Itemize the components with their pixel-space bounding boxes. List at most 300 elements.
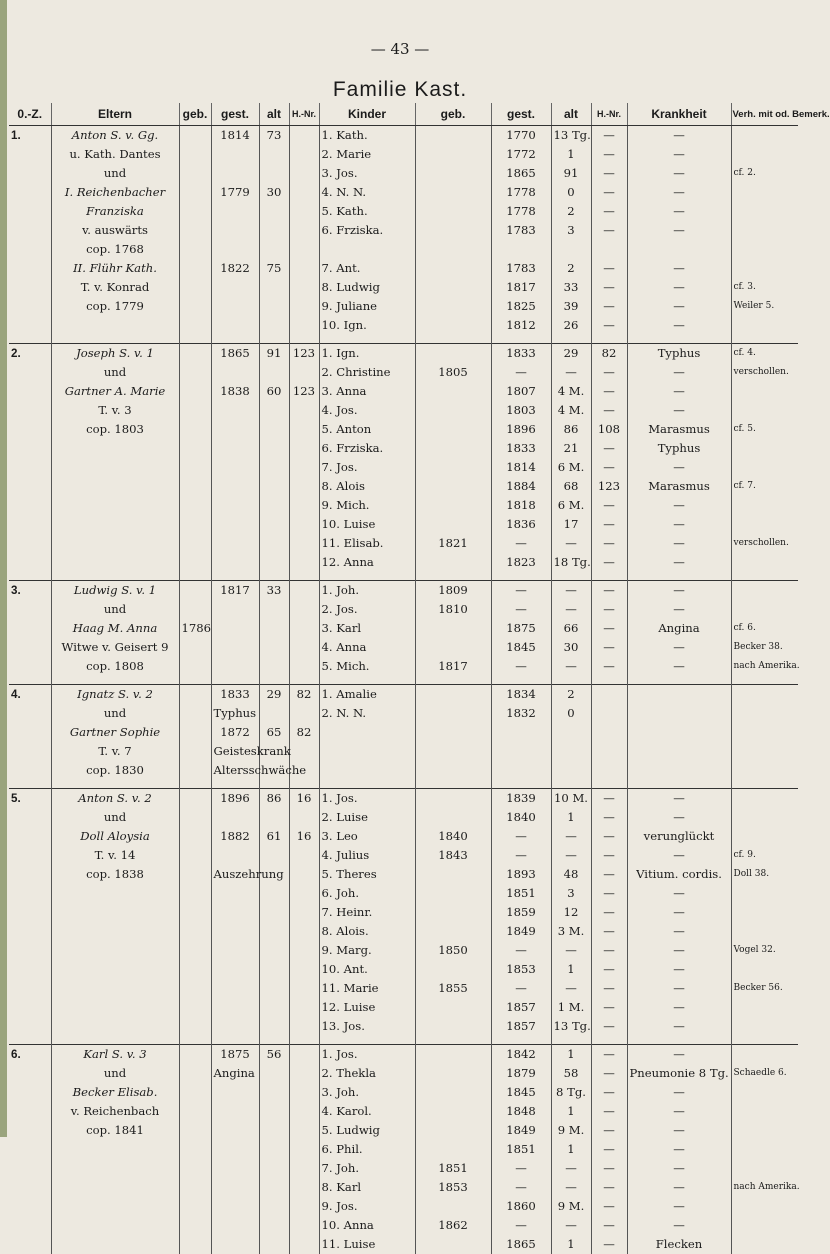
cell-hnr xyxy=(289,278,319,297)
cell-bemerkung xyxy=(731,259,798,278)
table-row xyxy=(9,382,798,401)
cell-bemerkung xyxy=(731,600,798,619)
cell-alt xyxy=(259,704,289,723)
table-row xyxy=(9,846,798,865)
group-spacer xyxy=(9,780,798,789)
cell-bemerkung: Vogel 32. xyxy=(731,941,798,960)
cell-kind-gest: 1896 xyxy=(491,420,551,439)
cell-eltern: v. auswärts xyxy=(51,221,179,240)
cell-kind-alt: 48 xyxy=(551,865,591,884)
cell-krankheit: — xyxy=(627,496,731,515)
cell-kind-hnr: — xyxy=(591,922,627,941)
cell-hnr xyxy=(289,865,319,884)
spacer-cell xyxy=(731,1036,798,1045)
spacer-cell xyxy=(551,1036,591,1045)
cell-oz xyxy=(9,761,51,780)
cell-kind-hnr: — xyxy=(591,1045,627,1065)
cell-kind-geb xyxy=(415,1140,491,1159)
cell-kind-alt: 0 xyxy=(551,704,591,723)
spacer-cell xyxy=(491,335,551,344)
cell-kind-gest: 1857 xyxy=(491,998,551,1017)
cell-gest: 1779 xyxy=(211,183,259,202)
cell-kind: 10. Luise xyxy=(319,515,415,534)
cell-krankheit: — xyxy=(627,316,731,335)
cell-krankheit: Flecken xyxy=(627,1235,731,1254)
cell-gest xyxy=(211,941,259,960)
cell-bemerkung xyxy=(731,553,798,572)
spacer-cell xyxy=(51,572,179,581)
cell-kind: 1. Jos. xyxy=(319,789,415,809)
cell-geb xyxy=(179,1121,211,1140)
cell-kind-alt: 3 M. xyxy=(551,922,591,941)
cell-kind-alt: 26 xyxy=(551,316,591,335)
spacer-cell xyxy=(179,572,211,581)
cell-kind: 11. Elisab. xyxy=(319,534,415,553)
cell-alt xyxy=(259,1235,289,1254)
cell-eltern: Haag M. Anna xyxy=(51,619,179,638)
cell-kind-geb xyxy=(415,742,491,761)
cell-bemerkung: cf. 6. xyxy=(731,619,798,638)
header-kinder-gest: gest. xyxy=(491,103,551,126)
cell-alt xyxy=(259,496,289,515)
cell-kind-gest: 1832 xyxy=(491,704,551,723)
cell-kind-hnr: — xyxy=(591,808,627,827)
cell-oz xyxy=(9,316,51,335)
table-row xyxy=(9,363,798,382)
cell-kind-hnr: — xyxy=(591,1121,627,1140)
cell-hnr xyxy=(289,221,319,240)
cell-kind-alt: 1 M. xyxy=(551,998,591,1017)
table-row xyxy=(9,221,798,240)
cell-gest xyxy=(211,240,259,259)
cell-kind-geb xyxy=(415,638,491,657)
cell-kind-hnr: — xyxy=(591,278,627,297)
cell-krankheit: — xyxy=(627,960,731,979)
cell-kind: 6. Joh. xyxy=(319,884,415,903)
cell-krankheit: — xyxy=(627,515,731,534)
cell-kind-geb xyxy=(415,1064,491,1083)
table-row xyxy=(9,922,798,941)
cell-kind-alt: 18 Tg. xyxy=(551,553,591,572)
header-row xyxy=(9,103,798,126)
cell-gest xyxy=(211,846,259,865)
cell-krankheit: — xyxy=(627,884,731,903)
cell-kind-gest: 1778 xyxy=(491,183,551,202)
table-row xyxy=(9,1140,798,1159)
cell-kind-gest: — xyxy=(491,941,551,960)
cell-eltern: u. Kath. Dantes xyxy=(51,145,179,164)
cell-gest: Geisteskrank xyxy=(211,742,259,761)
cell-kind-alt: 1 xyxy=(551,145,591,164)
cell-kind-gest: 1842 xyxy=(491,1045,551,1065)
cell-oz xyxy=(9,846,51,865)
cell-geb xyxy=(179,534,211,553)
cell-kind-alt: 1 xyxy=(551,1140,591,1159)
cell-alt: 75 xyxy=(259,259,289,278)
cell-kind-geb xyxy=(415,316,491,335)
cell-gest xyxy=(211,600,259,619)
cell-alt xyxy=(259,553,289,572)
cell-alt xyxy=(259,922,289,941)
table-row xyxy=(9,1064,798,1083)
cell-kind-geb xyxy=(415,685,491,705)
cell-oz xyxy=(9,145,51,164)
cell-alt: 61 xyxy=(259,827,289,846)
spacer-cell xyxy=(319,780,415,789)
cell-eltern xyxy=(51,1235,179,1254)
cell-oz: 5. xyxy=(9,789,51,809)
table-row xyxy=(9,619,798,638)
cell-hnr xyxy=(289,439,319,458)
cell-geb xyxy=(179,183,211,202)
table-row xyxy=(9,685,798,705)
spacer-cell xyxy=(627,1036,731,1045)
cell-bemerkung xyxy=(731,1102,798,1121)
cell-kind-hnr: — xyxy=(591,382,627,401)
cell-bemerkung xyxy=(731,515,798,534)
cell-kind: 5. Theres xyxy=(319,865,415,884)
cell-kind-hnr: — xyxy=(591,1178,627,1197)
cell-kind-gest xyxy=(491,761,551,780)
cell-gest xyxy=(211,145,259,164)
cell-krankheit: — xyxy=(627,164,731,183)
cell-kind-hnr: 82 xyxy=(591,344,627,364)
cell-kind-hnr: — xyxy=(591,1216,627,1235)
cell-oz xyxy=(9,998,51,1017)
cell-geb xyxy=(179,742,211,761)
table-row xyxy=(9,1235,798,1254)
cell-gest xyxy=(211,164,259,183)
table-row xyxy=(9,742,798,761)
cell-eltern: Anton S. v. 2 xyxy=(51,789,179,809)
cell-kind: 2. Christine xyxy=(319,363,415,382)
cell-geb xyxy=(179,1159,211,1178)
header-kinder-alt: alt xyxy=(551,103,591,126)
table-row xyxy=(9,960,798,979)
cell-krankheit: — xyxy=(627,1045,731,1065)
cell-kind-alt: 3 xyxy=(551,884,591,903)
cell-oz xyxy=(9,1083,51,1102)
cell-krankheit: — xyxy=(627,1140,731,1159)
cell-alt xyxy=(259,240,289,259)
cell-hnr: 82 xyxy=(289,685,319,705)
cell-kind-gest: 1893 xyxy=(491,865,551,884)
cell-hnr xyxy=(289,1064,319,1083)
cell-kind-gest: 1840 xyxy=(491,808,551,827)
cell-hnr xyxy=(289,922,319,941)
cell-geb xyxy=(179,1064,211,1083)
cell-kind: 9. Mich. xyxy=(319,496,415,515)
cell-oz xyxy=(9,704,51,723)
spacer-cell xyxy=(259,780,289,789)
table-row xyxy=(9,183,798,202)
cell-eltern: Gartner A. Marie xyxy=(51,382,179,401)
cell-hnr xyxy=(289,1197,319,1216)
cell-kind: 8. Karl xyxy=(319,1178,415,1197)
cell-alt xyxy=(259,808,289,827)
cell-kind-gest: 1783 xyxy=(491,221,551,240)
cell-alt xyxy=(259,477,289,496)
cell-kind xyxy=(319,761,415,780)
cell-kind-alt: 2 xyxy=(551,259,591,278)
cell-kind-hnr: — xyxy=(591,363,627,382)
cell-kind: 5. Kath. xyxy=(319,202,415,221)
cell-kind-gest: 1857 xyxy=(491,1017,551,1036)
cell-krankheit: — xyxy=(627,126,731,146)
cell-oz xyxy=(9,1216,51,1235)
cell-geb: 1786 xyxy=(179,619,211,638)
cell-kind-hnr: — xyxy=(591,960,627,979)
cell-kind-hnr: — xyxy=(591,1197,627,1216)
cell-eltern: Anton S. v. Gg. xyxy=(51,126,179,146)
spacer-cell xyxy=(491,780,551,789)
cell-kind-alt: 1 xyxy=(551,1102,591,1121)
table-row xyxy=(9,808,798,827)
cell-krankheit: — xyxy=(627,1216,731,1235)
spacer-cell xyxy=(289,335,319,344)
cell-bemerkung xyxy=(731,1121,798,1140)
cell-bemerkung xyxy=(731,1197,798,1216)
table-row xyxy=(9,1159,798,1178)
spacer-cell xyxy=(179,1036,211,1045)
group-spacer xyxy=(9,676,798,685)
table-row xyxy=(9,515,798,534)
header-bemerkung: Verh. mit od. Bemerk. xyxy=(731,103,798,126)
cell-hnr xyxy=(289,477,319,496)
cell-oz xyxy=(9,808,51,827)
cell-kind-alt: 29 xyxy=(551,344,591,364)
cell-kind-hnr: — xyxy=(591,439,627,458)
cell-geb xyxy=(179,240,211,259)
cell-kind-geb: 1850 xyxy=(415,941,491,960)
cell-bemerkung: cf. 7. xyxy=(731,477,798,496)
cell-kind-gest: — xyxy=(491,363,551,382)
cell-alt xyxy=(259,600,289,619)
cell-kind-geb xyxy=(415,704,491,723)
cell-oz xyxy=(9,742,51,761)
cell-alt xyxy=(259,297,289,316)
spacer-cell xyxy=(319,1036,415,1045)
cell-eltern xyxy=(51,1216,179,1235)
cell-eltern: cop. 1838 xyxy=(51,865,179,884)
cell-kind-hnr: — xyxy=(591,638,627,657)
cell-oz xyxy=(9,638,51,657)
cell-eltern xyxy=(51,496,179,515)
cell-kind: 2. Luise xyxy=(319,808,415,827)
cell-bemerkung: verschollen. xyxy=(731,534,798,553)
cell-kind-geb xyxy=(415,1017,491,1036)
cell-alt xyxy=(259,534,289,553)
cell-kind-alt: 58 xyxy=(551,1064,591,1083)
cell-kind: 7. Ant. xyxy=(319,259,415,278)
cell-eltern: Ignatz S. v. 2 xyxy=(51,685,179,705)
cell-kind: 4. Karol. xyxy=(319,1102,415,1121)
cell-kind-geb xyxy=(415,202,491,221)
cell-kind-gest: 1839 xyxy=(491,789,551,809)
cell-kind-geb xyxy=(415,126,491,146)
cell-alt xyxy=(259,164,289,183)
cell-geb xyxy=(179,515,211,534)
cell-kind-hnr: 108 xyxy=(591,420,627,439)
cell-kind: 2. N. N. xyxy=(319,704,415,723)
cell-geb xyxy=(179,865,211,884)
cell-bemerkung xyxy=(731,240,798,259)
cell-kind-hnr xyxy=(591,685,627,705)
table-row xyxy=(9,998,798,1017)
cell-geb xyxy=(179,761,211,780)
cell-hnr xyxy=(289,1121,319,1140)
cell-kind-gest: — xyxy=(491,1178,551,1197)
cell-gest: Angina xyxy=(211,1064,259,1083)
cell-kind-hnr: — xyxy=(591,515,627,534)
cell-oz xyxy=(9,1064,51,1083)
cell-kind-geb: 1817 xyxy=(415,657,491,676)
cell-hnr xyxy=(289,126,319,146)
cell-kind-alt: 39 xyxy=(551,297,591,316)
cell-hnr xyxy=(289,553,319,572)
cell-hnr xyxy=(289,1140,319,1159)
table-row xyxy=(9,1045,798,1065)
table-row xyxy=(9,458,798,477)
table-row xyxy=(9,1197,798,1216)
table-row xyxy=(9,600,798,619)
cell-krankheit: — xyxy=(627,657,731,676)
cell-gest: Auszehrung xyxy=(211,865,259,884)
cell-hnr: 82 xyxy=(289,723,319,742)
spacer-cell xyxy=(415,676,491,685)
spacer-cell xyxy=(551,335,591,344)
table-row xyxy=(9,884,798,903)
spacer-cell xyxy=(289,1036,319,1045)
cell-hnr xyxy=(289,846,319,865)
table-row xyxy=(9,164,798,183)
cell-krankheit: — xyxy=(627,1017,731,1036)
cell-kind-hnr: — xyxy=(591,1064,627,1083)
cell-krankheit: Typhus xyxy=(627,344,731,364)
cell-oz xyxy=(9,382,51,401)
cell-hnr xyxy=(289,581,319,601)
cell-alt xyxy=(259,316,289,335)
cell-eltern: Franziska xyxy=(51,202,179,221)
table-row xyxy=(9,126,798,146)
cell-alt: 65 xyxy=(259,723,289,742)
cell-kind-hnr: — xyxy=(591,259,627,278)
cell-oz xyxy=(9,1235,51,1254)
cell-kind-geb xyxy=(415,515,491,534)
cell-eltern xyxy=(51,1140,179,1159)
cell-bemerkung xyxy=(731,1216,798,1235)
cell-kind-geb xyxy=(415,477,491,496)
cell-kind-alt: 13 Tg. xyxy=(551,1017,591,1036)
cell-kind-gest: 1851 xyxy=(491,1140,551,1159)
cell-kind-geb xyxy=(415,865,491,884)
table-row xyxy=(9,903,798,922)
cell-krankheit: — xyxy=(627,1121,731,1140)
cell-kind: 2. Marie xyxy=(319,145,415,164)
cell-kind-gest: 1814 xyxy=(491,458,551,477)
cell-bemerkung: Doll 38. xyxy=(731,865,798,884)
cell-bemerkung xyxy=(731,145,798,164)
cell-krankheit: — xyxy=(627,979,731,998)
cell-kind-gest: 1807 xyxy=(491,382,551,401)
cell-kind-hnr: — xyxy=(591,145,627,164)
spacer-cell xyxy=(211,780,259,789)
cell-oz xyxy=(9,278,51,297)
cell-kind-alt: 8 Tg. xyxy=(551,1083,591,1102)
cell-bemerkung xyxy=(731,1045,798,1065)
cell-eltern: und xyxy=(51,704,179,723)
cell-eltern: T. v. Konrad xyxy=(51,278,179,297)
cell-eltern xyxy=(51,515,179,534)
cell-alt xyxy=(259,1178,289,1197)
cell-kind-hnr: — xyxy=(591,903,627,922)
cell-eltern: I. Reichenbacher xyxy=(51,183,179,202)
cell-kind: 12. Anna xyxy=(319,553,415,572)
cell-kind-alt xyxy=(551,723,591,742)
cell-eltern: und xyxy=(51,808,179,827)
cell-krankheit: — xyxy=(627,903,731,922)
cell-oz xyxy=(9,723,51,742)
cell-bemerkung: nach Amerika. xyxy=(731,657,798,676)
cell-geb xyxy=(179,638,211,657)
cell-kind xyxy=(319,240,415,259)
cell-eltern: v. Reichenbach xyxy=(51,1102,179,1121)
cell-gest xyxy=(211,278,259,297)
page-title: Familie Kast. xyxy=(0,78,800,102)
cell-krankheit: — xyxy=(627,401,731,420)
cell-kind-alt: 10 M. xyxy=(551,789,591,809)
cell-kind-gest: — xyxy=(491,1216,551,1235)
cell-gest: Typhus xyxy=(211,704,259,723)
cell-kind: 4. Anna xyxy=(319,638,415,657)
cell-eltern: und xyxy=(51,363,179,382)
cell-oz xyxy=(9,221,51,240)
cell-kind-gest: 1783 xyxy=(491,259,551,278)
cell-kind-hnr: — xyxy=(591,458,627,477)
spacer-cell xyxy=(51,1036,179,1045)
cell-kind-gest: 1803 xyxy=(491,401,551,420)
cell-geb xyxy=(179,1235,211,1254)
cell-kind: 7. Heinr. xyxy=(319,903,415,922)
cell-kind: 5. Anton xyxy=(319,420,415,439)
cell-kind-geb xyxy=(415,619,491,638)
cell-bemerkung xyxy=(731,401,798,420)
cell-hnr xyxy=(289,657,319,676)
cell-gest xyxy=(211,553,259,572)
cell-kind-hnr: — xyxy=(591,297,627,316)
cell-gest xyxy=(211,1159,259,1178)
cell-kind-hnr: — xyxy=(591,316,627,335)
cell-kind-geb: 1809 xyxy=(415,581,491,601)
page-edge-shadow xyxy=(0,0,7,1137)
cell-krankheit xyxy=(627,704,731,723)
spacer-cell xyxy=(731,572,798,581)
cell-gest: 1875 xyxy=(211,1045,259,1065)
cell-kind-alt: 1 xyxy=(551,1045,591,1065)
cell-alt: 91 xyxy=(259,344,289,364)
cell-eltern: Gartner Sophie xyxy=(51,723,179,742)
cell-kind-geb xyxy=(415,259,491,278)
cell-hnr xyxy=(289,401,319,420)
cell-bemerkung xyxy=(731,998,798,1017)
cell-eltern: Joseph S. v. 1 xyxy=(51,344,179,364)
table-row xyxy=(9,401,798,420)
cell-eltern xyxy=(51,316,179,335)
spacer-cell xyxy=(415,335,491,344)
cell-oz xyxy=(9,240,51,259)
table-row xyxy=(9,316,798,335)
table-body xyxy=(9,126,798,1254)
